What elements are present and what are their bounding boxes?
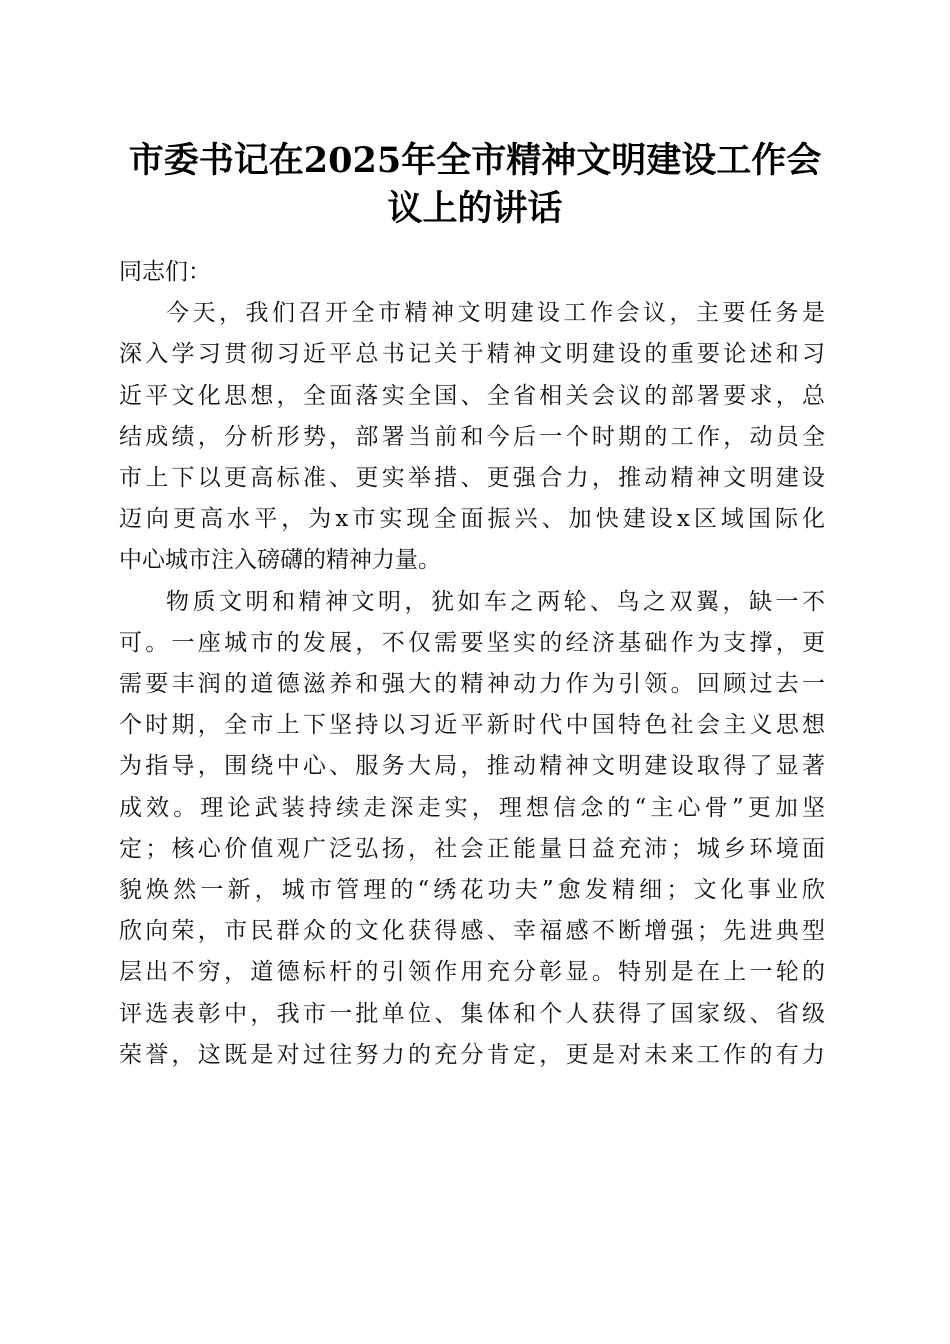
document-body [119,252,825,1076]
paragraph-line: 中心城市注入磅礴的精神力量。 [119,547,441,574]
paragraph-line: 成效。理论武装持续走深走实，理想信念的“主心骨”更加坚 [119,794,825,821]
paragraph-line: 迈向更高水平，为x市实现全面振兴、加快建设x区域国际化 [119,506,825,533]
paragraph-line: 物质文明和精神文明，犹如车之两轮、鸟之双翼，缺一不 [166,588,825,615]
paragraph-line: 定；核心价值观广泛弘扬，社会正能量日益充沛；城乡环境面 [119,835,825,862]
paragraph-line: 荣誉，这既是对过往努力的充分肯定，更是对未来工作的有力 [119,1041,825,1068]
paragraph-2 [119,582,825,1076]
paragraph-line: 评选表彰中，我市一批单位、集体和个人获得了国家级、省级 [119,1000,825,1027]
paragraph-line: 欣向荣，市民群众的文化获得感、幸福感不断增强；先进典型 [119,918,825,945]
paragraph-line: 个时期，全市上下坚持以习近平新时代中国特色社会主义思想 [119,712,825,739]
salutation: 同志们： [119,259,211,285]
paragraph-line: 为指导，围绕中心、服务大局，推动精神文明建设取得了显著 [119,753,825,780]
paragraph-line: 结成绩，分析形势，部署当前和今后一个时期的工作，动员全 [119,423,825,450]
title-line-1: 市委书记在2025年全市精神文明建设工作会 [128,140,822,181]
paragraph-line: 可。一座城市的发展，不仅需要坚实的经济基础作为支撑，更 [119,629,825,656]
paragraph-line: 近平文化思想，全面落实全国、全省相关会议的部署要求，总 [119,382,825,409]
paragraph-line: 貌焕然一新，城市管理的“绣花功夫”愈发精细；文化事业欣 [119,877,825,904]
paragraph-line: 市上下以更高标准、更实举措、更强合力，推动精神文明建设 [119,465,825,492]
paragraph-line: 需要丰润的道德滋养和强大的精神动力作为引领。回顾过去一 [119,671,825,698]
paragraph-line: 今天，我们召开全市精神文明建设工作会议，主要任务是 [166,300,825,327]
paragraph-line: 深入学习贯彻习近平总书记关于精神文明建设的重要论述和习 [119,341,825,368]
paragraph-line: 层出不穷，道德标杆的引领作用充分彰显。特别是在上一轮的 [119,959,825,986]
document-title [110,137,840,233]
title-line-2: 议上的讲话 [387,188,563,229]
paragraph-1 [119,293,825,581]
